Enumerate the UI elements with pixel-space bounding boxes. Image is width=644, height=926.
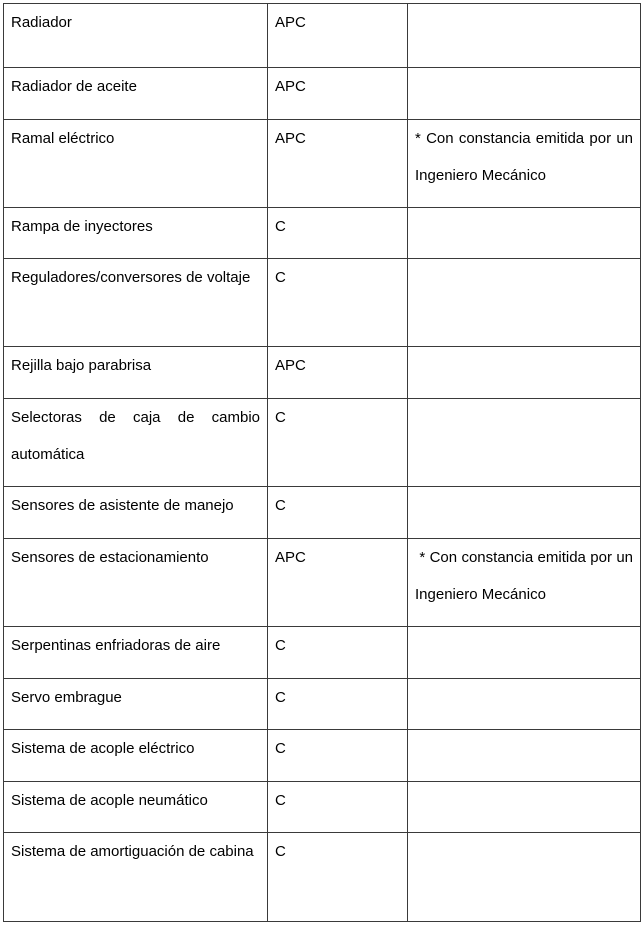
note-cell: * Con constancia emitida por un Ingeniero Mecánico — [408, 120, 641, 208]
code-cell: APC — [268, 68, 408, 120]
component-cell: Selectoras de caja de cambio automática — [4, 399, 268, 487]
component-cell: Servo embrague — [4, 679, 268, 730]
table-row — [4, 347, 641, 399]
component-cell: Reguladores/conversores de voltaje — [4, 259, 268, 347]
table-row — [4, 730, 641, 782]
component-cell: Radiador de aceite — [4, 68, 268, 120]
note-cell — [408, 730, 641, 782]
code-cell: APC — [268, 539, 408, 627]
table-row — [4, 833, 641, 922]
code-cell: APC — [268, 120, 408, 208]
note-cell — [408, 4, 641, 68]
note-cell: * Con constancia emitida por un Ingeniero Mecánico — [408, 539, 641, 627]
table-row — [4, 487, 641, 539]
note-cell — [408, 259, 641, 347]
note-cell — [408, 68, 641, 120]
table-row — [4, 259, 641, 347]
table-row — [4, 627, 641, 679]
component-cell: Sensores de asistente de manejo — [4, 487, 268, 539]
table-row — [4, 120, 641, 208]
code-cell: C — [268, 208, 408, 259]
code-cell: APC — [268, 4, 408, 68]
code-cell: C — [268, 782, 408, 833]
table-row — [4, 208, 641, 259]
note-cell — [408, 679, 641, 730]
component-cell: Sensores de estacionamiento — [4, 539, 268, 627]
component-cell: Ramal eléctrico — [4, 120, 268, 208]
note-cell — [408, 208, 641, 259]
table-row — [4, 68, 641, 120]
code-cell: APC — [268, 347, 408, 399]
table-row — [4, 782, 641, 833]
code-cell: C — [268, 833, 408, 922]
component-cell: Sistema de acople neumático — [4, 782, 268, 833]
component-cell: Radiador — [4, 4, 268, 68]
note-cell — [408, 347, 641, 399]
component-cell: Rampa de inyectores — [4, 208, 268, 259]
code-cell: C — [268, 399, 408, 487]
component-cell: Rejilla bajo parabrisa — [4, 347, 268, 399]
table-row — [4, 399, 641, 487]
component-cell: Sistema de amortiguación de cabina — [4, 833, 268, 922]
note-cell — [408, 627, 641, 679]
code-cell: C — [268, 730, 408, 782]
table-row — [4, 679, 641, 730]
code-cell: C — [268, 487, 408, 539]
note-cell — [408, 782, 641, 833]
component-cell: Serpentinas enfriadoras de aire — [4, 627, 268, 679]
code-cell: C — [268, 259, 408, 347]
parts-table — [3, 3, 641, 922]
component-cell: Sistema de acople eléctrico — [4, 730, 268, 782]
table-row — [4, 4, 641, 68]
note-cell — [408, 833, 641, 922]
code-cell: C — [268, 679, 408, 730]
table-row — [4, 539, 641, 627]
note-cell — [408, 399, 641, 487]
code-cell: C — [268, 627, 408, 679]
note-cell — [408, 487, 641, 539]
